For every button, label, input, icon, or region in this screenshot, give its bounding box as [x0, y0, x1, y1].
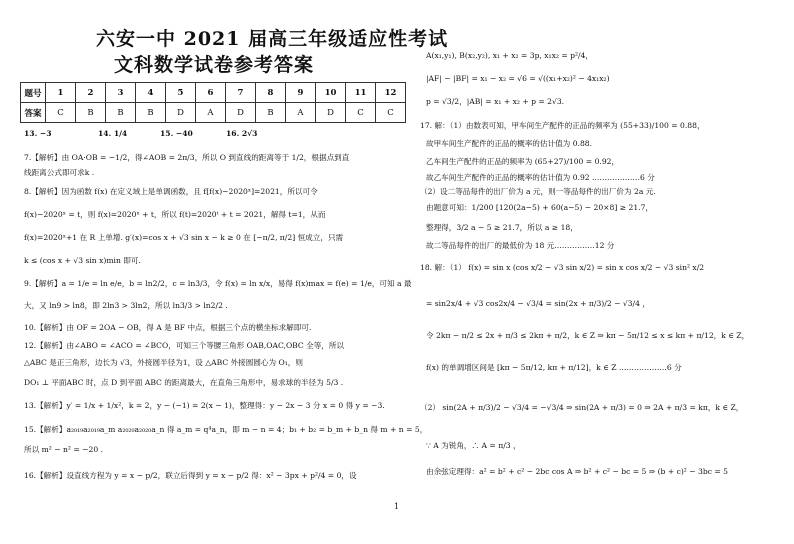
table-cell: D [316, 103, 346, 123]
right-line: A(x₁,y₁), B(x₂,y₂), x₁ + x₂ = 3p, x₁x₂ = p²/4， [426, 51, 594, 60]
left-line: 10.【解析】由 OF = 2OA − OB，得 A 是 BF 中点，根据三个点的横坐标求解即可. [24, 323, 312, 332]
right-line: （2） sin(2A + π/3)/2 − √3/4 = −√3/4 ⇒ sin(2A + π/3) = 0 ⇒ 2A + π/3 = kπ，k ∈ Z， [420, 403, 744, 412]
right-line: 18. 解：（1） f(x) = sin x (cos x/2 − √3 sin x/2) = sin x cos x/2 − √3 sin² x/2 [420, 263, 705, 272]
table-cell: A [286, 103, 316, 123]
table-cell: C [46, 103, 76, 123]
right-line: 17. 解：（1）由数表可知，甲车间生产配件的正品的频率为 (55+33)/100 = 0.88， [420, 121, 705, 130]
answer-q15: 15. −40 [160, 129, 193, 138]
table-cell: A [196, 103, 226, 123]
table-cell: 5 [166, 83, 196, 103]
right-line: 故乙车间生产配件的正品的概率的估计值为 0.92 .………………6 分 [426, 173, 655, 182]
left-line: 13.【解析】y′ = 1/x + 1/x²，k = 2，y − (−1) = 2(x − 1)，整理得：y − 2x − 3 分 x = 0 得 y = −3. [24, 401, 385, 410]
answer-table-answer-row [21, 103, 406, 123]
left-line: 15.【解析】a₂₀₁₉a₂₀₁₉a_m a₂₀₂₀a₂₀₂₀a_n 得 a_m = q⁴a_n，即 m − n = 4；b₁ + b₂ = b_m + b_n 得 m + n = 5， [24, 425, 428, 434]
table-cell: B [76, 103, 106, 123]
table-cell: 7 [226, 83, 256, 103]
answer-table-number-row [21, 83, 406, 103]
table-cell: 3 [106, 83, 136, 103]
answer-q14: 14. 1/4 [98, 129, 128, 138]
answer-q13: 13. −3 [24, 129, 52, 138]
page-number: 1 [394, 502, 400, 511]
left-line: 所以 m² − n² = −20 . [24, 445, 104, 454]
table-header-cell: 答案 [21, 103, 46, 123]
table-cell: D [226, 103, 256, 123]
table-cell: 4 [136, 83, 166, 103]
right-line: p = √3/2，|AB| = x₁ + x₂ + p = 2√3. [426, 97, 565, 106]
table-cell: 10 [316, 83, 346, 103]
left-line: f(x)−2020ˣ = t，则 f(x)=2020ˣ + t，所以 f(t)=2020ᵗ + t = 2021，解得 t=1，从而 [24, 210, 326, 219]
document-title-line2: 文科数学试卷参考答案 [114, 54, 315, 76]
table-cell: B [256, 103, 286, 123]
right-line: f(x) 的单调增区间是 [kπ − 5π/12, kπ + π/12]，k ∈ Z .………………6 分 [426, 363, 682, 372]
table-cell: 9 [286, 83, 316, 103]
table-cell: D [166, 103, 196, 123]
right-line: |AF| − |BF| = x₁ − x₂ = √6 = √((x₁+x₂)² − 4x₁x₂) [426, 74, 610, 83]
right-line: （2）设二等品每件的出厂价为 a 元，则一等品每件的出厂价为 2a 元. [420, 187, 656, 196]
left-line: 线距离公式即可求k . [24, 168, 95, 177]
right-line: 由余弦定理得：a² = b² + c² − 2bc cos A ⇒ b² + c² − bc = 5 ⇒ (b + c)² − 3bc = 5 [426, 467, 729, 476]
right-line: 令 2kπ − π/2 ≤ 2x + π/3 ≤ 2kπ + π/2，k ∈ Z ⇒ kπ − 5π/12 ≤ x ≤ kπ + π/12，k ∈ Z， [426, 331, 750, 340]
right-line: 故二等品每件的出厂的最低价为 18 元.……………12 分 [426, 241, 615, 250]
right-line: 整理得，3/2 a − 5 ≥ 21.7，所以 a ≥ 18， [426, 223, 578, 232]
right-line: 故甲车间生产配件的正品的概率的估计值为 0.88. [426, 139, 593, 148]
right-line: = sin2x/4 + √3 cos2x/4 − √3/4 = sin(2x + π/3)/2 − √3/4 ， [426, 299, 650, 308]
right-line: 乙车间生产配件的正品的频率为 (65+27)/100 = 0.92， [426, 157, 620, 166]
table-header-cell: 题号 [21, 83, 46, 103]
table-cell: 8 [256, 83, 286, 103]
answer-q16: 16. 2√3 [226, 129, 258, 138]
table-cell: B [106, 103, 136, 123]
answer-table [20, 82, 406, 123]
left-line: △ABC 是正三角形，边长为 √3，外接圆半径为1，设 △ABC 外接圆圆心为 O₁，则 [24, 358, 303, 367]
right-line: ∵ A 为锐角，∴ A = π/3 ， [426, 441, 521, 450]
table-cell: 11 [346, 83, 376, 103]
table-cell: 6 [196, 83, 226, 103]
left-line: 12.【解析】由∠ABO = ∠ACO = ∠BCO，可知三个等腰三角形 OAB,OAC,OBC 全等，所以 [24, 341, 345, 350]
document-title-line1: 六安一中 2021 届高三年级适应性考试 [96, 28, 449, 50]
table-cell: 2 [76, 83, 106, 103]
left-line: DO₁ ⊥ 平面ABC 时，点 D 到平面 ABC 的距离最大，在直角三角形中，易求球的半径为 5/3 . [24, 378, 344, 387]
table-cell: C [376, 103, 406, 123]
table-cell: C [346, 103, 376, 123]
left-line: f(x)=2020ˣ+1 在 R 上单增. g′(x)=cos x + √3 sin x − k ≥ 0 在 [−π/2, π/2] 恒成立，只需 [24, 233, 344, 242]
left-line: 9.【解析】a = 1/e = ln e/e，b = ln2/2，c = ln3/3，令 f(x) = ln x/x，易得 f(x)max = f(e) = 1/e，可知 a 最 [24, 279, 412, 288]
left-line: 16.【解析】设直线方程为 y = x − p/2，联立后得到 y = x − p/2 得：x² − 3px + p²/4 = 0，设 [24, 471, 357, 480]
left-line: k ≤ (cos x + √3 sin x)min 即可. [24, 256, 141, 265]
table-cell: B [136, 103, 166, 123]
left-line: 7.【解析】由 OA·OB = −1/2，得∠AOB = 2π/3，所以 O 到直线的距离等于 1/2，根据点到直 [24, 153, 350, 162]
right-line: 由题意可知：1/200 [120(2a−5) + 60(a−5) − 20×8] ≥ 21.7， [426, 203, 653, 212]
table-cell: 1 [46, 83, 76, 103]
left-line: 大，又 ln9 > ln8，即 2ln3 > 3ln2，所以 ln3/3 > ln2/2 . [24, 301, 228, 310]
left-line: 8.【解析】因为函数 f(x) 在定义域上是单调函数，且 f[f(x)−2020ˣ]=2021，所以可令 [24, 187, 318, 196]
table-cell: 12 [376, 83, 406, 103]
